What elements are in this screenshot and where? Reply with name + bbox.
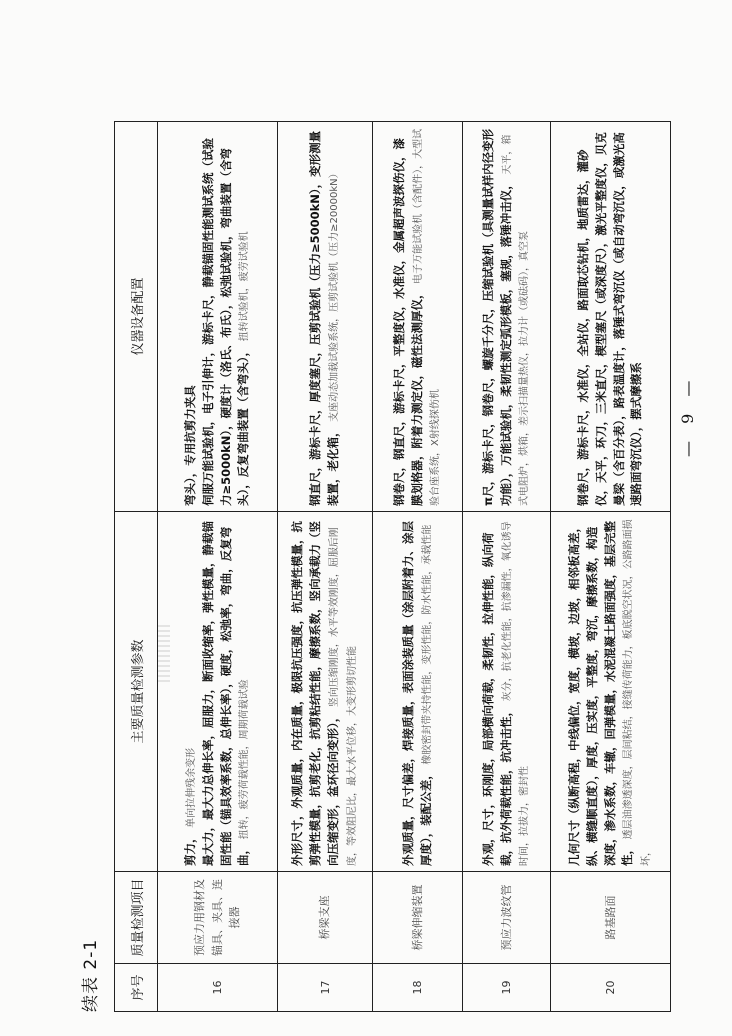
row-params bbox=[158, 512, 278, 872]
params-extra: 单向拉伸残余变形 bbox=[185, 747, 197, 828]
header-item: 质量检测项目 bbox=[115, 872, 158, 964]
row-item: 预应力用钢材及锚具、夹具、连接器 bbox=[158, 872, 278, 964]
params-small: 透层油渗透深度，层间粘结，接缝传荷能力，板底脱空状况，公路路面损坏， bbox=[623, 519, 653, 866]
table-row bbox=[551, 122, 671, 1012]
params-small: 竖向压缩刚度，水平等效刚度，屈服后刚度，等效阻尼比，最大水平位移，大变形剪切性能 bbox=[329, 527, 358, 866]
header-params: 主要质量检测参数 bbox=[115, 512, 158, 872]
inspection-table bbox=[114, 121, 671, 1012]
equip-bold: π尺，游标卡尺，钢卷尺，螺旋千分尺，压缩试验机（具测量试样内径变形功能），万能试验机，柔韧性测定弧形模板，塞规，落锤冲击仪， bbox=[480, 128, 513, 506]
row-no: 19 bbox=[463, 964, 551, 1012]
params-bold-2: 最大力，最大力总伸长率，屈服力，断面收缩率，弹性模量，静载锚固性能（锚具效率系数，总伸长率），硬度，松弛率，弯曲，反复弯曲， bbox=[200, 521, 251, 866]
table-row bbox=[373, 122, 463, 1012]
params-bold: 外观，尺寸，环刚度，局部横向荷载，柔韧性，拉伸性能，纵向荷载，抗外荷载性能，抗冲击性， bbox=[480, 532, 513, 866]
table-caption: 续表 2-1 bbox=[81, 938, 101, 1012]
row-params bbox=[278, 512, 373, 872]
row-equipment bbox=[463, 122, 551, 512]
params-bold: 剪力， bbox=[182, 831, 197, 866]
row-equipment bbox=[373, 122, 463, 512]
equip-small: 电子万能试验机（含配件），大型试验台座系统，X射线探伤机 bbox=[412, 128, 442, 506]
equip-bold: 钢卷尺，游标卡尺，水准仪，全站仪，路面取芯钻机，地质雷达，灌砂仪，天平，环刀，三米直尺，楔型塞尺（或深度尺），激光平整度仪，贝克曼梁（含百分表），路表温度计，落锤式弯沉仪（或自动弯沉仪，或激光高速路面弯沉仪），摆式摩擦系 bbox=[575, 132, 644, 506]
rotated-content bbox=[66, 42, 726, 1012]
page-number: — 9 — bbox=[678, 374, 697, 457]
row-no: 16 bbox=[158, 964, 278, 1012]
params-small: 灰分，抗老化性能，抗渗漏性，氧化诱导时间，拉拔力，密封性 bbox=[501, 521, 531, 866]
row-equipment bbox=[158, 122, 278, 512]
row-item: 桥梁伸缩装置 bbox=[373, 872, 463, 964]
equip-small: 支座动态加载试验系统，压剪试验机（压力≥20000kN） bbox=[329, 168, 340, 422]
row-equipment bbox=[551, 122, 671, 512]
params-small: 扭转，疲劳荷载性能，周期荷载试验 bbox=[239, 679, 251, 840]
header-no: 序号 bbox=[115, 964, 158, 1012]
table-row bbox=[158, 122, 278, 1012]
equip-small: 天平，箱式电阻炉，烘箱，差示扫描量热仪，拉力计（或砝码），真空泵 bbox=[501, 134, 531, 506]
params-bold: 外形尺寸，外观质量，内在质量，极限抗压强度，抗压弹性模量，抗剪弹性模量，抗剪老化，抗剪粘结性能，摩擦系数，竖向承载力（竖向压缩变形，盆环径向变形）， bbox=[290, 521, 340, 866]
row-params bbox=[463, 512, 551, 872]
row-item: 预应力波纹管 bbox=[463, 872, 551, 964]
row-item: 桥梁支座 bbox=[278, 872, 373, 964]
table-row bbox=[463, 122, 551, 1012]
equip-bold: 伺服万能试验机，电子引伸计，游标卡尺，静载锚固性能测试系统（试验力≥5000kN），硬度计（洛氏、布氏），松弛试验机，弯曲装置（含弯头），反复弯曲装置（含弯头）， bbox=[200, 138, 251, 506]
table-row bbox=[278, 122, 373, 1012]
equip-bold: 钢卷尺，钢直尺，游标卡尺，平整度仪，水准仪，金属超声波探伤仪，漆膜划格器，附着力测定仪，磁性法测厚仪， bbox=[391, 138, 424, 506]
row-no: 17 bbox=[278, 964, 373, 1012]
params-bold: 外观质量，尺寸偏差，焊接质量，表面涂装质量（涂层附着力、涂层厚度），装配公差， bbox=[400, 521, 433, 866]
equip-small: 扭转试验机，疲劳试验机 bbox=[239, 231, 251, 342]
table-header-row bbox=[115, 122, 158, 1012]
params-bold: 几何尺寸（纵断高程，中线偏位，宽度，横坡，边坡，相邻板高差，纵、横缝顺直度），厚度，压实度，平整度，弯沉，摩擦系数，构造深度，渗水系数，车辙，回弹模量，水泥混凝土路面强度，基层完整性， bbox=[566, 521, 635, 866]
row-params bbox=[373, 512, 463, 872]
header-equipment: 仪器设备配置 bbox=[115, 122, 158, 512]
params-small: 橡胶密封带夹持性能，变形性能，防水性能，承载性能 bbox=[421, 524, 433, 765]
row-equipment bbox=[278, 122, 373, 512]
row-item: 路基路面 bbox=[551, 872, 671, 964]
row-no: 20 bbox=[551, 964, 671, 1012]
row-params bbox=[551, 512, 671, 872]
equip-bold-top: 弯头），专用抗剪力夹具 bbox=[182, 385, 197, 506]
row-no: 18 bbox=[373, 964, 463, 1012]
equip-bold: 钢直尺，游标卡尺，厚度塞尺，压剪试验机（压力≥5000kN），变形测量装置，老化箱， bbox=[308, 130, 340, 506]
